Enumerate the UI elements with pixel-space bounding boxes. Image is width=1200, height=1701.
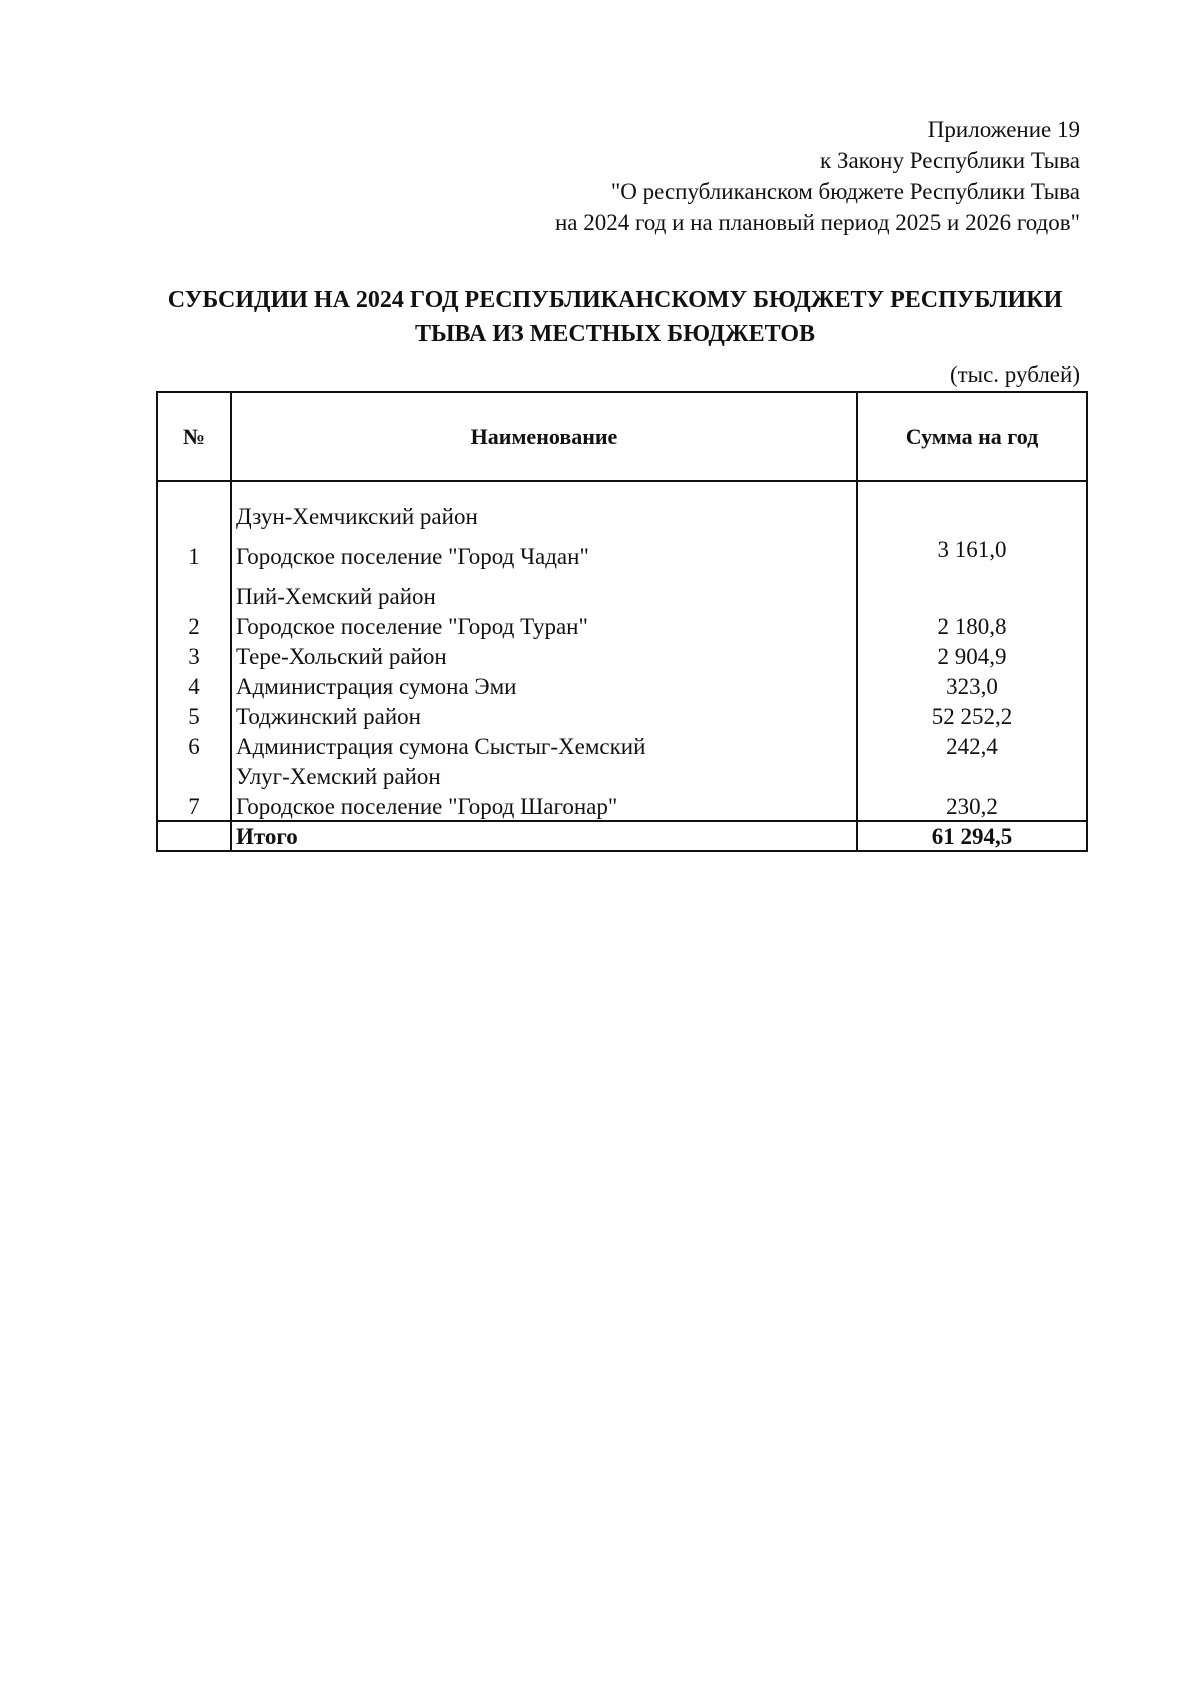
title-line2: ТЫВА ИЗ МЕСТНЫХ БЮДЖЕТОВ xyxy=(414,321,815,347)
units-label: (тыс. рублей) xyxy=(949,362,1080,387)
header-sum: Сумма на год xyxy=(857,392,1087,481)
appendix-number: Приложение 19 xyxy=(927,117,1080,142)
table-header-row xyxy=(157,392,1087,481)
law-reference: к Закону Республики Тыва xyxy=(820,148,1080,173)
row-name: Администрация сумона Сыстыг-Хемский xyxy=(231,730,857,760)
row-sum: 2 904,9 xyxy=(857,640,1087,670)
row-name: Пий-Хемский район xyxy=(231,570,857,610)
row-name: Городское поселение "Город Шагонар" xyxy=(231,790,857,821)
row-num xyxy=(157,760,231,790)
header-name: Наименование xyxy=(231,392,857,481)
header-num: № xyxy=(157,392,231,481)
row-name: Администрация сумона Эми xyxy=(231,670,857,700)
row-name: Тоджинский район xyxy=(231,700,857,730)
row-num xyxy=(157,570,231,610)
row-sum xyxy=(857,570,1087,610)
row-sum: 323,0 xyxy=(857,670,1087,700)
document-header xyxy=(555,114,1080,238)
table-row xyxy=(157,670,1087,700)
table-row xyxy=(157,730,1087,760)
table-row xyxy=(157,700,1087,730)
table-row xyxy=(157,790,1087,821)
table-total-row xyxy=(157,821,1087,851)
table-row xyxy=(157,570,1087,610)
row-sum xyxy=(857,500,1087,530)
row-num: 2 xyxy=(157,610,231,640)
row-sum: 52 252,2 xyxy=(857,700,1087,730)
law-title-line2: на 2024 год и на плановый период 2025 и 2026 годов" xyxy=(555,210,1080,235)
row-num: 5 xyxy=(157,700,231,730)
table-row xyxy=(157,640,1087,670)
row-num: 4 xyxy=(157,670,231,700)
document-title xyxy=(150,283,1080,351)
row-num xyxy=(157,500,231,530)
title-line1: СУБСИДИИ НА 2024 ГОД РЕСПУБЛИКАНСКОМУ БЮДЖЕТУ РЕСПУБЛИКИ xyxy=(167,287,1063,313)
table-spacer-row xyxy=(157,481,1087,500)
row-sum: 3 161,0 xyxy=(857,530,1087,570)
table-row xyxy=(157,500,1087,530)
table-row xyxy=(157,530,1087,570)
row-num: 3 xyxy=(157,640,231,670)
row-name: Городское поселение "Город Туран" xyxy=(231,610,857,640)
row-num: 7 xyxy=(157,790,231,821)
row-name: Улуг-Хемский район xyxy=(231,760,857,790)
law-title-line1: "О республиканском бюджете Республики Тыва xyxy=(610,179,1080,204)
row-num: 1 xyxy=(157,530,231,570)
table-row xyxy=(157,610,1087,640)
table-row xyxy=(157,760,1087,790)
row-name: Городское поселение "Город Чадан" xyxy=(231,530,857,570)
row-sum: 2 180,8 xyxy=(857,610,1087,640)
subsidies-table xyxy=(156,391,1088,852)
row-sum: 230,2 xyxy=(857,790,1087,821)
total-label: Итого xyxy=(231,821,857,851)
row-name: Дзун-Хемчикский район xyxy=(231,500,857,530)
row-sum xyxy=(857,760,1087,790)
row-num: 6 xyxy=(157,730,231,760)
total-num xyxy=(157,821,231,851)
row-sum: 242,4 xyxy=(857,730,1087,760)
total-sum: 61 294,5 xyxy=(857,821,1087,851)
row-name: Тере-Хольский район xyxy=(231,640,857,670)
